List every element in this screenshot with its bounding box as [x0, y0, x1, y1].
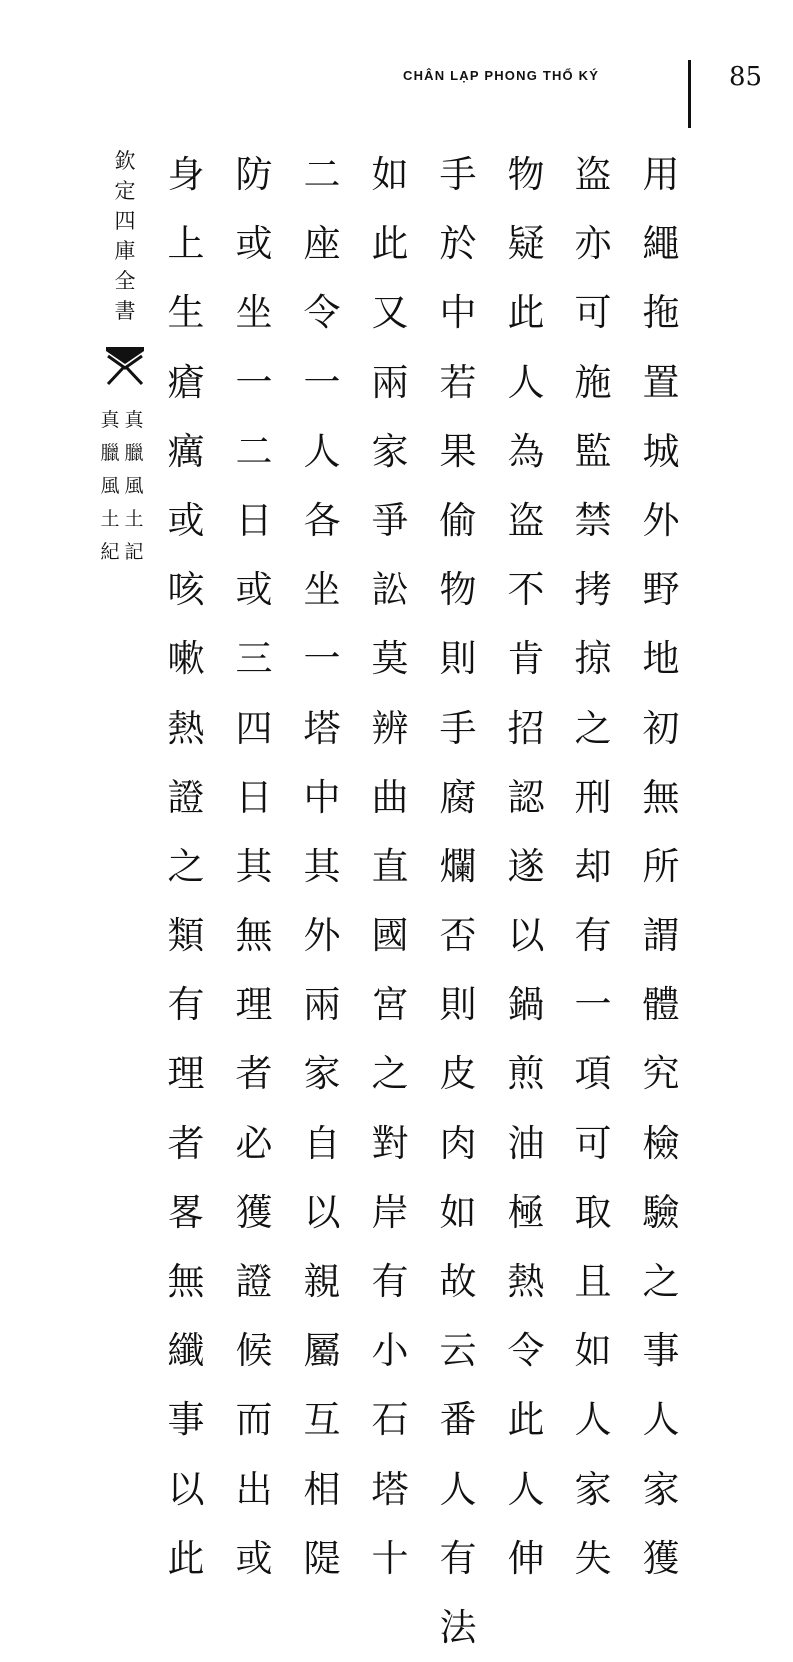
character: 有	[574, 914, 612, 958]
character: 如	[439, 1190, 477, 1234]
character: 必	[235, 1121, 273, 1165]
character: 塔	[303, 706, 341, 750]
character: 野	[642, 568, 680, 612]
character: 無	[167, 1260, 205, 1303]
character: 畧	[167, 1190, 205, 1234]
character: 屬	[303, 1329, 341, 1373]
character: 盗	[574, 153, 612, 196]
character: 以	[167, 1467, 205, 1511]
character: 且	[574, 1260, 612, 1303]
character: 又	[371, 291, 409, 335]
character: 云	[439, 1329, 477, 1373]
character: 地	[642, 637, 680, 681]
character: 家	[574, 1467, 612, 1511]
character: 證	[235, 1260, 273, 1303]
margin-character: 庫	[114, 239, 136, 263]
character: 為	[507, 429, 545, 473]
character: 人	[303, 429, 341, 473]
character: 三	[235, 637, 273, 681]
character: 人	[507, 1467, 545, 1511]
character: 令	[303, 291, 341, 335]
character: 兩	[371, 360, 409, 404]
margin-character: 臘	[100, 442, 120, 464]
character: 亦	[574, 222, 612, 266]
character: 用	[642, 153, 680, 196]
margin-character: 土	[100, 508, 120, 530]
character: 日	[235, 498, 273, 542]
character: 招	[507, 706, 545, 750]
character: 謂	[642, 914, 680, 958]
character: 此	[507, 291, 545, 335]
character: 兩	[303, 983, 341, 1027]
character: 可	[574, 291, 612, 335]
character: 小	[371, 1329, 409, 1373]
character: 一	[574, 983, 612, 1027]
character: 十	[371, 1536, 409, 1580]
page-number: 85	[729, 62, 763, 92]
character: 或	[235, 568, 273, 612]
character: 偷	[439, 498, 477, 542]
character: 伸	[507, 1536, 545, 1580]
character: 一	[303, 637, 341, 681]
character: 檢	[642, 1121, 680, 1165]
character: 所	[642, 844, 680, 888]
character: 遂	[507, 844, 545, 888]
character: 家	[371, 429, 409, 473]
character: 盗	[507, 498, 545, 542]
character: 則	[439, 637, 477, 681]
character: 爛	[439, 844, 477, 888]
character: 者	[167, 1121, 205, 1165]
character: 中	[439, 291, 477, 335]
character: 則	[439, 983, 477, 1027]
character: 自	[303, 1121, 341, 1165]
header-divider	[688, 60, 691, 128]
character: 出	[235, 1467, 273, 1511]
character: 人	[642, 1398, 680, 1442]
character: 熱	[167, 706, 205, 750]
character: 人	[574, 1398, 612, 1442]
character: 事	[642, 1329, 680, 1373]
character: 果	[439, 429, 477, 473]
character: 塔	[371, 1467, 409, 1511]
character: 其	[303, 844, 341, 888]
character: 曲	[371, 775, 409, 819]
character: 否	[439, 914, 477, 958]
character: 取	[574, 1190, 612, 1234]
margin-character: 四	[114, 209, 136, 233]
character: 直	[371, 844, 409, 888]
character: 中	[303, 775, 341, 819]
character: 纖	[167, 1329, 205, 1373]
character: 家	[303, 1052, 341, 1096]
character: 事	[167, 1398, 205, 1442]
character: 番	[439, 1398, 477, 1442]
character: 或	[235, 222, 273, 266]
character: 或	[235, 1536, 273, 1580]
margin-character: 土	[124, 508, 144, 530]
character: 無	[642, 775, 680, 819]
character: 隄	[303, 1536, 341, 1580]
character: 嗽	[167, 637, 205, 681]
margin-label	[100, 146, 160, 566]
character: 失	[574, 1536, 612, 1580]
margin-character: 紀	[100, 541, 120, 563]
character: 極	[507, 1190, 545, 1234]
character: 證	[167, 775, 205, 819]
character: 疑	[507, 222, 545, 266]
character: 外	[642, 498, 680, 542]
character: 此	[371, 222, 409, 266]
character: 究	[642, 1052, 680, 1096]
character: 癘	[167, 429, 205, 473]
character: 不	[507, 568, 545, 612]
character: 之	[371, 1052, 409, 1096]
character: 或	[167, 498, 205, 542]
character: 理	[235, 983, 273, 1027]
character: 之	[642, 1260, 680, 1303]
character: 項	[574, 1052, 612, 1096]
character: 拖	[642, 291, 680, 335]
character: 煎	[507, 1052, 545, 1096]
character: 訟	[371, 568, 409, 612]
character: 體	[642, 983, 680, 1027]
character: 對	[371, 1121, 409, 1165]
character: 類	[167, 914, 205, 958]
character: 物	[439, 568, 477, 612]
character: 身	[167, 153, 205, 196]
character: 城	[642, 429, 680, 473]
character: 各	[303, 498, 341, 542]
page-header	[380, 60, 780, 130]
margin-character: 全	[114, 269, 136, 293]
character: 故	[439, 1260, 477, 1303]
character: 令	[507, 1329, 545, 1373]
character: 手	[439, 706, 477, 750]
character: 親	[303, 1260, 341, 1303]
character: 家	[642, 1467, 680, 1511]
character: 相	[303, 1467, 341, 1511]
character: 有	[439, 1536, 477, 1580]
text-column-6	[297, 140, 347, 1593]
character: 之	[574, 706, 612, 750]
character: 外	[303, 914, 341, 958]
margin-character: 臘	[124, 442, 144, 464]
text-column-8	[161, 140, 211, 1593]
margin-character: 風	[124, 475, 144, 497]
character: 繩	[642, 222, 680, 266]
character: 初	[642, 706, 680, 750]
character: 如	[371, 153, 409, 196]
character: 此	[167, 1536, 205, 1580]
text-column-2	[568, 140, 618, 1593]
margin-character: 記	[124, 541, 144, 563]
character: 二	[235, 429, 273, 473]
character: 一	[303, 360, 341, 404]
character: 有	[371, 1260, 409, 1303]
margin-character: 風	[100, 475, 120, 497]
character: 二	[303, 153, 341, 196]
character: 獲	[642, 1536, 680, 1580]
character: 可	[574, 1121, 612, 1165]
character: 爭	[371, 498, 409, 542]
character: 石	[371, 1398, 409, 1442]
character: 拷	[574, 568, 612, 612]
character: 獲	[235, 1190, 273, 1234]
character: 宮	[371, 983, 409, 1027]
character: 若	[439, 360, 477, 404]
character: 咳	[167, 568, 205, 612]
text-column-5	[365, 140, 415, 1593]
book-title-left	[98, 404, 122, 569]
character: 坐	[235, 291, 273, 335]
character: 防	[235, 153, 273, 196]
character: 腐	[439, 775, 477, 819]
character: 肉	[439, 1121, 477, 1165]
character: 辨	[371, 706, 409, 750]
text-column-3	[501, 140, 551, 1593]
margin-character: 定	[114, 179, 136, 203]
text-column-7	[229, 140, 279, 1593]
character: 熱	[507, 1260, 545, 1303]
character: 掠	[574, 637, 612, 681]
character: 上	[167, 222, 205, 266]
character: 候	[235, 1329, 273, 1373]
character: 此	[507, 1398, 545, 1442]
character: 其	[235, 844, 273, 888]
character: 驗	[642, 1190, 680, 1234]
character: 却	[574, 844, 612, 888]
character: 刑	[574, 775, 612, 819]
character: 人	[439, 1467, 477, 1511]
margin-character: 真	[100, 409, 120, 431]
collection-title	[112, 146, 138, 326]
margin-character: 真	[124, 409, 144, 431]
character: 之	[167, 844, 205, 888]
character: 於	[439, 222, 477, 266]
text-column-4	[433, 140, 483, 1662]
character: 如	[574, 1329, 612, 1373]
running-title: CHÂN LẠP PHONG THỔ KÝ	[403, 68, 600, 83]
character: 手	[439, 153, 477, 196]
character: 互	[303, 1398, 341, 1442]
character: 鍋	[507, 983, 545, 1027]
character: 油	[507, 1121, 545, 1165]
character: 座	[303, 222, 341, 266]
character: 認	[507, 775, 545, 819]
margin-character: 欽	[114, 149, 136, 173]
text-column-1	[636, 140, 686, 1593]
character: 坐	[303, 568, 341, 612]
character: 監	[574, 429, 612, 473]
character: 物	[507, 153, 545, 196]
character: 有	[167, 983, 205, 1027]
character: 置	[642, 360, 680, 404]
character: 瘡	[167, 360, 205, 404]
character: 莫	[371, 637, 409, 681]
character: 禁	[574, 498, 612, 542]
character: 理	[167, 1052, 205, 1096]
character: 日	[235, 775, 273, 819]
character: 生	[167, 291, 205, 335]
character: 皮	[439, 1052, 477, 1096]
character: 以	[303, 1190, 341, 1234]
book-title-right	[122, 404, 146, 569]
character: 國	[371, 914, 409, 958]
character: 肯	[507, 637, 545, 681]
character: 四	[235, 706, 273, 750]
character: 一	[235, 360, 273, 404]
character: 法	[439, 1605, 477, 1649]
margin-character: 書	[114, 299, 136, 323]
fishtail-mark-icon	[103, 344, 147, 386]
character: 而	[235, 1398, 273, 1442]
character: 人	[507, 360, 545, 404]
character: 者	[235, 1052, 273, 1096]
character: 施	[574, 360, 612, 404]
character: 無	[235, 914, 273, 958]
character: 岸	[371, 1190, 409, 1234]
character: 以	[507, 914, 545, 958]
